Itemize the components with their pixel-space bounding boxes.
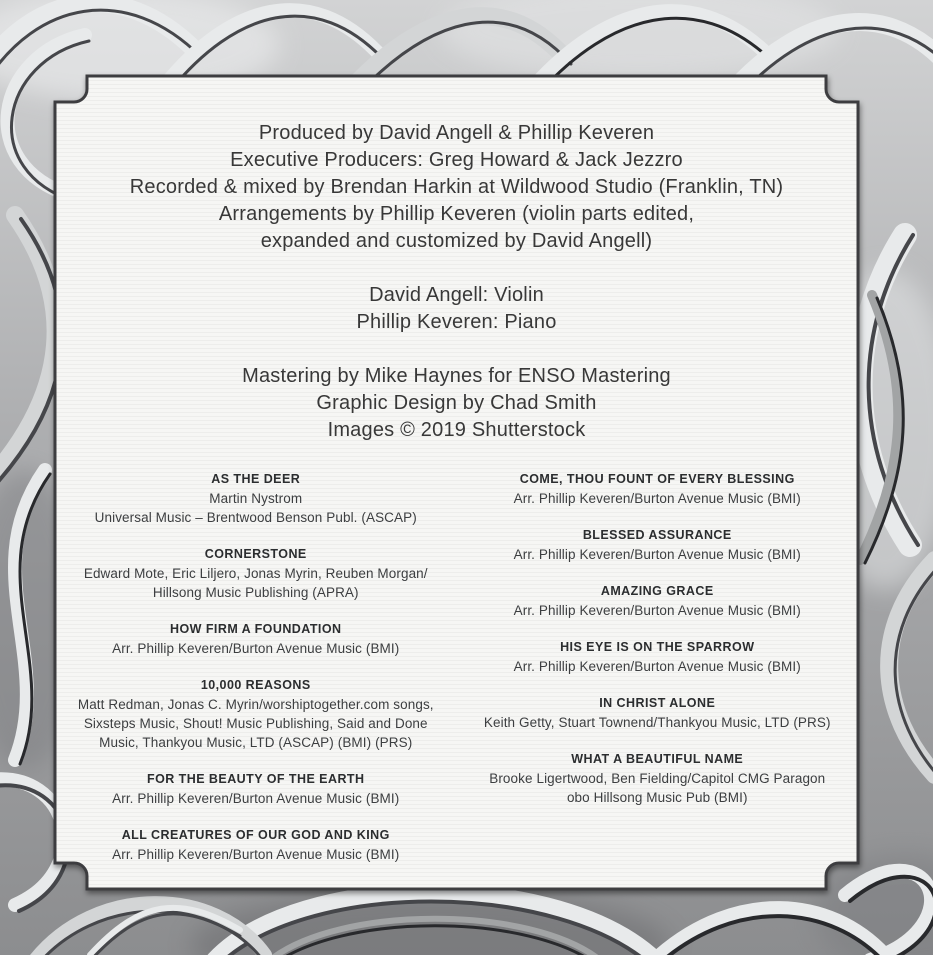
song-credit-line: Sixsteps Music, Shout! Music Publishing, Said and Done bbox=[83, 716, 428, 731]
song-title: 10,000 REASONS bbox=[200, 678, 311, 692]
song-title: AMAZING GRACE bbox=[600, 584, 714, 598]
song-title: BLESSED ASSURANCE bbox=[582, 528, 732, 542]
song-credit-line: Edward Mote, Eric Liljero, Jonas Myrin, Reuben Morgan/ bbox=[83, 566, 428, 581]
song-entry bbox=[63, 620, 449, 658]
song-entry bbox=[465, 750, 851, 807]
song-credit-line: Arr. Phillip Keveren/Burton Avenue Music (BMI) bbox=[513, 491, 801, 506]
song-credits bbox=[55, 470, 858, 882]
performers bbox=[55, 282, 858, 336]
song-column-right bbox=[457, 470, 859, 882]
song-entry bbox=[465, 526, 851, 564]
credit-line: expanded and customized by David Angell) bbox=[260, 230, 653, 252]
credit-line: Recorded & mixed by Brendan Harkin at Wildwood Studio (Franklin, TN) bbox=[129, 176, 784, 198]
song-credit-line: Arr. Phillip Keveren/Burton Avenue Music (BMI) bbox=[112, 791, 400, 806]
song-entry bbox=[465, 470, 851, 508]
song-entry bbox=[63, 470, 449, 527]
song-entry bbox=[63, 826, 449, 864]
song-credit-line: Arr. Phillip Keveren/Burton Avenue Music (BMI) bbox=[112, 847, 400, 862]
song-title: FOR THE BEAUTY OF THE EARTH bbox=[147, 772, 365, 786]
song-column-left bbox=[55, 470, 457, 882]
credit-line: Graphic Design by Chad Smith bbox=[316, 392, 597, 414]
song-credit-line: Keith Getty, Stuart Townend/Thankyou Music, LTD (PRS) bbox=[483, 715, 831, 730]
credit-line: Executive Producers: Greg Howard & Jack Jezzro bbox=[230, 149, 683, 171]
song-entry bbox=[63, 770, 449, 808]
song-credit-line: Arr. Phillip Keveren/Burton Avenue Music (BMI) bbox=[513, 547, 801, 562]
song-entry bbox=[465, 694, 851, 732]
song-credit-line: Hillsong Music Publishing (APRA) bbox=[152, 585, 359, 600]
song-credit-line: Music, Thankyou Music, LTD (ASCAP) (BMI) (PRS) bbox=[99, 735, 413, 750]
song-entry bbox=[63, 545, 449, 602]
song-credit-line: obo Hillsong Music Pub (BMI) bbox=[566, 790, 748, 805]
credit-line: Arrangements by Phillip Keveren (violin parts edited, bbox=[218, 203, 695, 225]
performer-line: David Angell: Violin bbox=[369, 284, 544, 306]
song-title: CORNERSTONE bbox=[204, 547, 307, 561]
song-title: AS THE DEER bbox=[211, 472, 301, 486]
production-credits bbox=[55, 120, 858, 255]
song-entry bbox=[63, 676, 449, 752]
song-title: HIS EYE IS ON THE SPARROW bbox=[560, 640, 755, 654]
song-credit-line: Arr. Phillip Keveren/Burton Avenue Music (BMI) bbox=[513, 603, 801, 618]
song-credit-line: Brooke Ligertwood, Ben Fielding/Capitol CMG Paragon bbox=[489, 771, 826, 786]
song-credit-line: Martin Nystrom bbox=[209, 491, 303, 506]
credit-line: Mastering by Mike Haynes for ENSO Mastering bbox=[242, 365, 671, 387]
song-credit-line: Matt Redman, Jonas C. Myrin/worshiptogether.com songs, bbox=[77, 697, 434, 712]
credits-panel bbox=[55, 76, 858, 889]
song-title: HOW FIRM A FOUNDATION bbox=[170, 622, 342, 636]
credit-line: Images © 2019 Shutterstock bbox=[327, 419, 586, 441]
song-credit-line: Universal Music – Brentwood Benson Publ. (ASCAP) bbox=[94, 510, 417, 525]
credit-line: Produced by David Angell & Phillip Keveren bbox=[258, 122, 655, 144]
song-title: IN CHRIST ALONE bbox=[599, 696, 716, 710]
song-credit-line: Arr. Phillip Keveren/Burton Avenue Music (BMI) bbox=[513, 659, 801, 674]
song-entry bbox=[465, 638, 851, 676]
song-title: ALL CREATURES OF OUR GOD AND KING bbox=[121, 828, 390, 842]
song-title: WHAT A BEAUTIFUL NAME bbox=[571, 752, 744, 766]
song-credit-line: Arr. Phillip Keveren/Burton Avenue Music (BMI) bbox=[112, 641, 400, 656]
song-title: COME, THOU FOUNT OF EVERY BLESSING bbox=[519, 472, 795, 486]
performer-line: Phillip Keveren: Piano bbox=[356, 311, 557, 333]
post-production-credits bbox=[55, 363, 858, 444]
song-entry bbox=[465, 582, 851, 620]
